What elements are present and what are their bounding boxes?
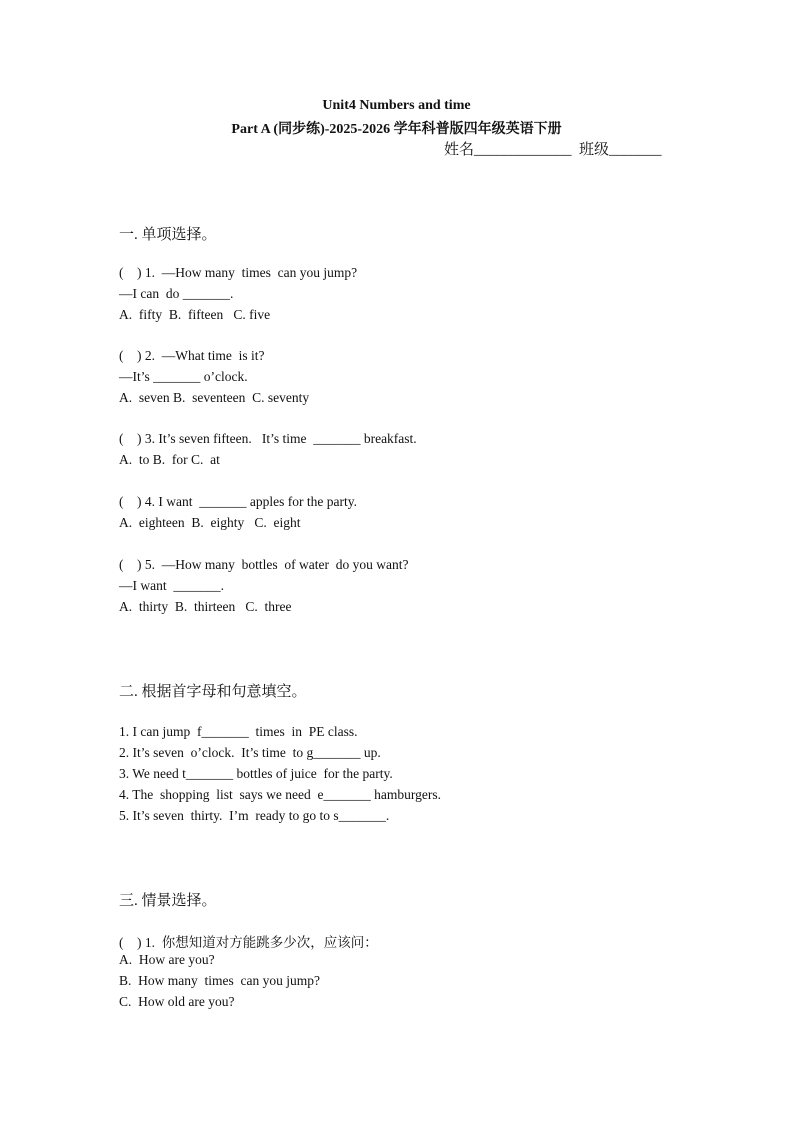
question-line: —I can do _______.: [119, 286, 234, 301]
question-line: ( ) 2. —What time is it?: [119, 348, 265, 363]
document-title: Unit4 Numbers and time: [322, 98, 471, 113]
section-heading: 二. 根据首字母和句意填空。: [119, 684, 307, 700]
question-line: 1. I can jump f_______ times in PE class.: [119, 724, 358, 739]
question-line: ( ) 1. 你想知道对方能跳多少次，应该问：: [119, 935, 378, 950]
answer-options: A. fifty B. fifteen C. five: [119, 307, 271, 322]
question-line: —It’s _______ o’clock.: [119, 369, 248, 384]
section-heading: 三. 情景选择。: [119, 893, 217, 909]
name-class-line: 姓名_____________ 班级_______: [444, 142, 662, 158]
document-subtitle: Part A (同步练)-2025-2026 学年科普版四年级英语下册: [231, 122, 562, 137]
question-line: —I want _______.: [119, 578, 224, 593]
answer-options: A. to B. for C. at: [119, 452, 220, 467]
question-line: ( ) 3. It’s seven fifteen. It’s time _______ breakfast.: [119, 431, 417, 446]
answer-options: A. eighteen B. eighty C. eight: [119, 515, 301, 530]
question-line: ( ) 4. I want _______ apples for the party.: [119, 494, 357, 509]
question-line: 4. The shopping list says we need e_______ hamburgers.: [119, 787, 441, 802]
question-line: 5. It’s seven thirty. I’m ready to go to s_______.: [119, 808, 390, 823]
answer-option: B. How many times can you jump?: [119, 973, 320, 988]
section-heading: 一. 单项选择。: [119, 227, 217, 243]
answer-option: A. How are you?: [119, 952, 215, 967]
answer-options: A. thirty B. thirteen C. three: [119, 599, 292, 614]
question-line: ( ) 5. —How many bottles of water do you want?: [119, 557, 409, 572]
question-line: 3. We need t_______ bottles of juice for the party.: [119, 766, 393, 781]
answer-options: A. seven B. seventeen C. seventy: [119, 390, 310, 405]
question-line: 2. It’s seven o’clock. It’s time to g_______ up.: [119, 745, 381, 760]
question-line: ( ) 1. —How many times can you jump?: [119, 265, 358, 280]
answer-option: C. How old are you?: [119, 994, 235, 1009]
